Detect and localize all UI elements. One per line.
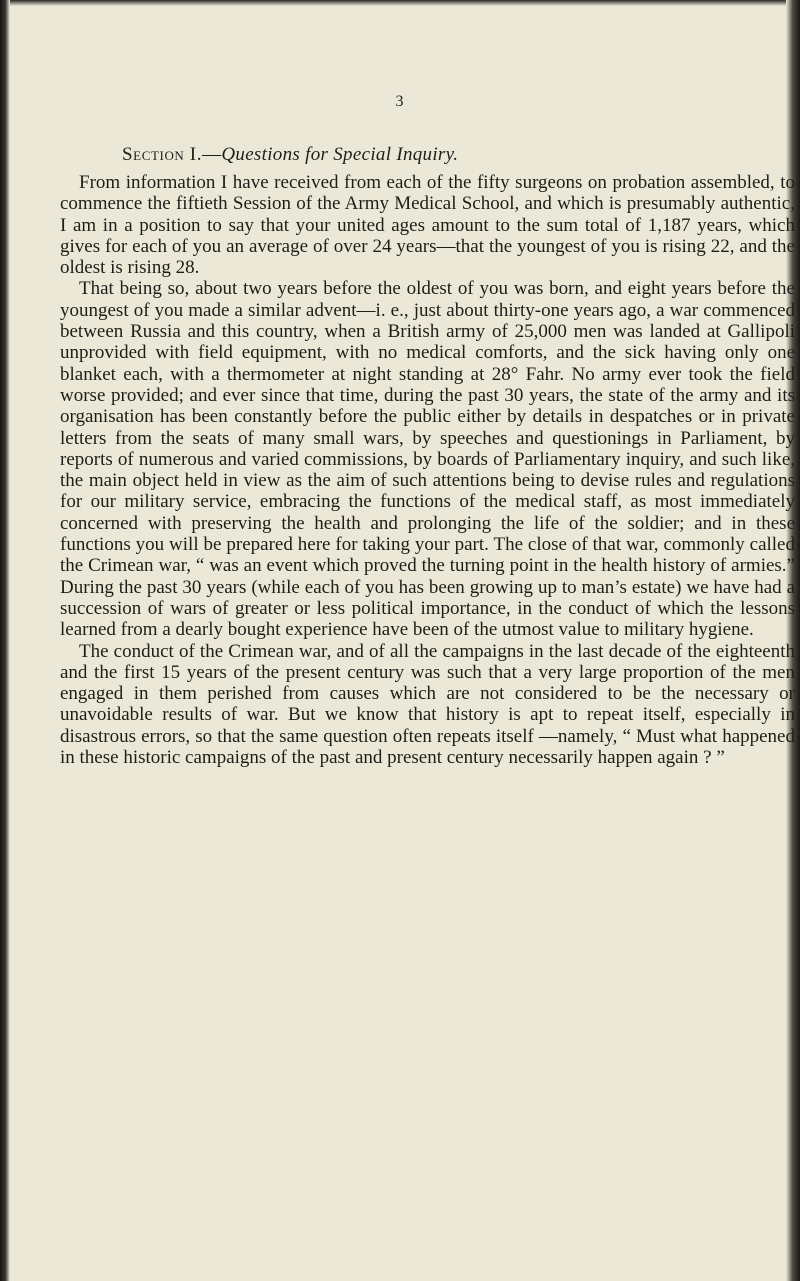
- page-top-edge-shadow: [0, 0, 800, 6]
- page-number: 3: [395, 93, 405, 110]
- body-text: [60, 172, 795, 768]
- paragraph-2: That being so, about two years before the oldest of you was born, and eight years before the youngest of you made a similar advent—i. e., just about thirty-one years ago, a war commenced between Russia and this country, when a British army of 25,000 men was landed at Gallipoli unprovided with field equipment, with no medical comforts, and the sick having only one blanket each, with a thermometer at night standing at 28° Fahr. No army ever took the field worse provided; and ever since that time, during the past 30 years, the state of the army and its organisation has been constantly before the public either by details in despatches or in private letters from the seats of many small wars, by speeches and questionings in Parliament, by reports of numerous and varied commissions, by boards of Parliamentary inquiry, and such like, the main object held in view as the aim of such attentions being to devise rules and regulations for our military service, embracing the functions of the medical staff, as most immediately concerned with preserving the health and prolonging the life of the soldier; and in these functions you will be prepared here for taking your part. The close of that war, commonly called the Crimean war, “ was an event which proved the turning point in the health history of armies.” During the past 30 years (while each of you has been growing up to man’s estate) we have had a succession of wars of greater or less political importance, in the conduct of which the lessons learned from a dearly bought experience have been of the utmost value to military hygiene.: [60, 278, 795, 641]
- section-dash: —: [202, 144, 222, 165]
- section-title: Questions for Special Inquiry.: [221, 144, 459, 165]
- page-binding-edge: [0, 0, 10, 1281]
- section-heading: [122, 144, 458, 166]
- paragraph-1: From information I have received from each of the fifty surgeons on probation assembled, to commence the fiftieth Session of the Army Medical School, and which is presumably authentic, I am in a position to say that your united ages amount to the sum total of 1,187 years, which gives for each of you an average of over 24 years—that the youngest of you is rising 22, and the oldest is rising 28.: [60, 172, 795, 279]
- section-label: Section I.: [122, 144, 203, 165]
- paragraph-3: The conduct of the Crimean war, and of all the campaigns in the last decade of the eighteenth and the first 15 years of the present century was such that a very large proportion of the men engaged in them perished from causes which are not considered to be the necessary or unavoidable results of war. But we know that history is apt to repeat itself, especially in disastrous errors, so that the same question often repeats itself —namely, “ Must what happened in these historic campaigns of the past and present century necessarily happen again ? ”: [60, 640, 795, 769]
